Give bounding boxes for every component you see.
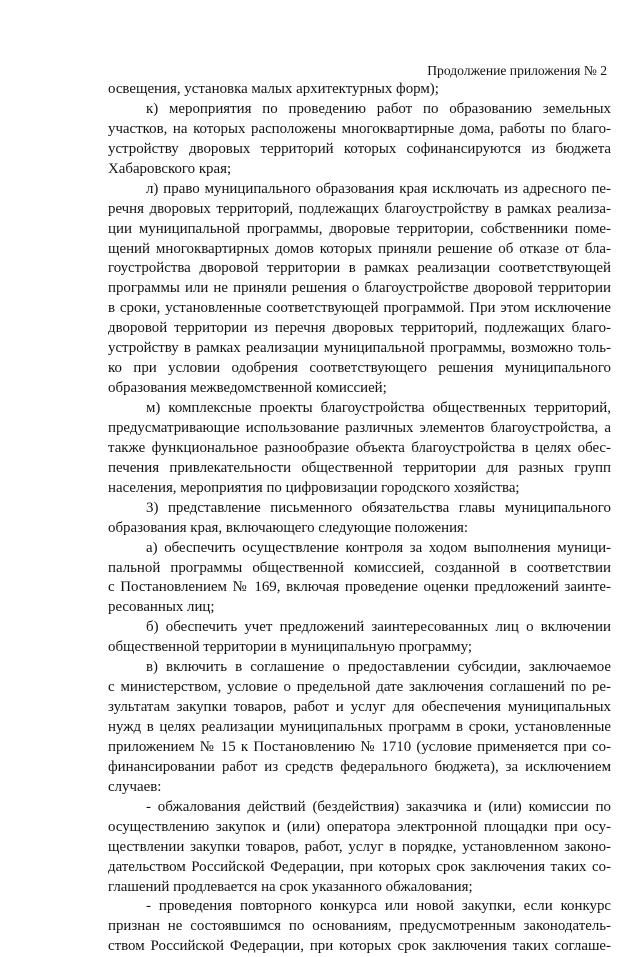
text-line: предусматривающие использование различных элементов благоустройства, а xyxy=(108,419,611,436)
text-line: щений многоквартирных домов которых приняли решение об отказе от бла- xyxy=(108,240,611,257)
text-line: случаев: xyxy=(108,778,162,795)
text-line: к) мероприятия по проведению работ по образованию земельных xyxy=(146,100,611,117)
text-line: в сроки, установленные соответствующей программой. При этом исключение xyxy=(108,300,611,317)
text-line: Хабаровского края; xyxy=(108,160,232,177)
text-line: устройству дворовых территорий которых софинансируются из бюджета xyxy=(108,140,611,157)
text-line: образования края, включающего следующие положения: xyxy=(108,519,469,536)
text-line: пальной программы общественной комиссией, созданной в соответствии xyxy=(108,559,611,576)
text-line: дворовой территории из перечня дворовых территорий, подлежащих благо- xyxy=(108,320,611,337)
text-line: - проведения повторного конкурса или новой закупки, если конкурс xyxy=(146,898,611,915)
text-line: гоустройства дворовой территории в рамках реализации соответствующей xyxy=(108,260,611,277)
document-body xyxy=(108,80,611,957)
text-line: общественной территории в муниципальную программу; xyxy=(108,639,472,656)
text-line: освещения, установка малых архитектурных форм); xyxy=(108,81,439,97)
text-line: устройству в рамках реализации муниципальной программы, возможно толь- xyxy=(108,340,611,357)
text-line: программы или не приняли решения о благоустройстве дворовой территории xyxy=(108,280,611,297)
text-line: л) право муниципального образования края исключать из адресного пе- xyxy=(146,180,611,197)
text-line: также функциональное разнообразие объекта благоустройства в целях обес- xyxy=(108,439,611,456)
appendix-continuation-header: Продолжение приложения № 2 xyxy=(427,63,607,78)
text-line: глашений продлевается на срок указанного обжалования; xyxy=(108,878,473,895)
text-line: зультатам закупки товаров, работ и услуг для обеспечения муниципальных xyxy=(108,699,611,716)
text-line: ством Российской Федерации, при которых срок заключения таких соглаше- xyxy=(108,938,611,955)
text-line: с Постановлением № 169, включая проведение оценки предложений заинте- xyxy=(108,579,611,596)
text-line: - обжалования действий (бездействия) заказчика и (или) комиссии по xyxy=(146,798,611,815)
text-line: населения, мероприятия по цифровизации городского хозяйства; xyxy=(108,479,520,496)
text-line: ресованных лиц; xyxy=(108,599,215,616)
text-line: образования межведомственной комиссией; xyxy=(108,380,387,397)
text-line: дательством Российской Федерации, при которых срок заключения таких со- xyxy=(108,858,611,875)
text-line: 3) представление письменного обязательства главы муниципального xyxy=(146,499,611,516)
text-line: в) включить в соглашение о предоставлении субсидии, заключаемое xyxy=(146,659,611,676)
text-line: ществлении закупки товаров, работ, услуг в порядке, установленном законо- xyxy=(108,838,611,855)
text-line: а) обеспечить осуществление контроля за ходом выполнения муници- xyxy=(146,539,611,556)
text-line: ции муниципальной программы, дворовые территории, собственники поме- xyxy=(108,220,611,237)
text-line: признан не состоявшимся по основаниям, предусмотренным законодатель- xyxy=(108,918,611,935)
text-line: нужд в целях реализации муниципальных программ в сроки, установленные xyxy=(108,719,611,735)
text-line: с министерством, условие о предельной дате заключения соглашений по ре- xyxy=(108,679,611,696)
text-line: осуществлению закупок и (или) оператора электронной площадки при осу- xyxy=(108,818,611,835)
text-line: участков, на которых расположены многоквартирные дома, работы по благо- xyxy=(108,120,611,137)
text-line: м) комплексные проекты благоустройства общественных территорий, xyxy=(146,400,611,416)
text-line: финансировании работ из средств федерального бюджета), за исключением xyxy=(108,758,611,775)
text-line: ко при условии одобрения соответствующего решения муниципального xyxy=(108,360,611,377)
text-line: речня дворовых территорий, подлежащих благоустройству в рамках реализа- xyxy=(108,200,611,217)
text-line: приложением № 15 к Постановлению № 1710 (условие применяется при со- xyxy=(108,738,611,755)
text-line: печения привлекательности общественной территории для разных групп xyxy=(108,459,611,476)
text-line: б) обеспечить учет предложений заинтересованных лиц о включении xyxy=(146,619,611,636)
